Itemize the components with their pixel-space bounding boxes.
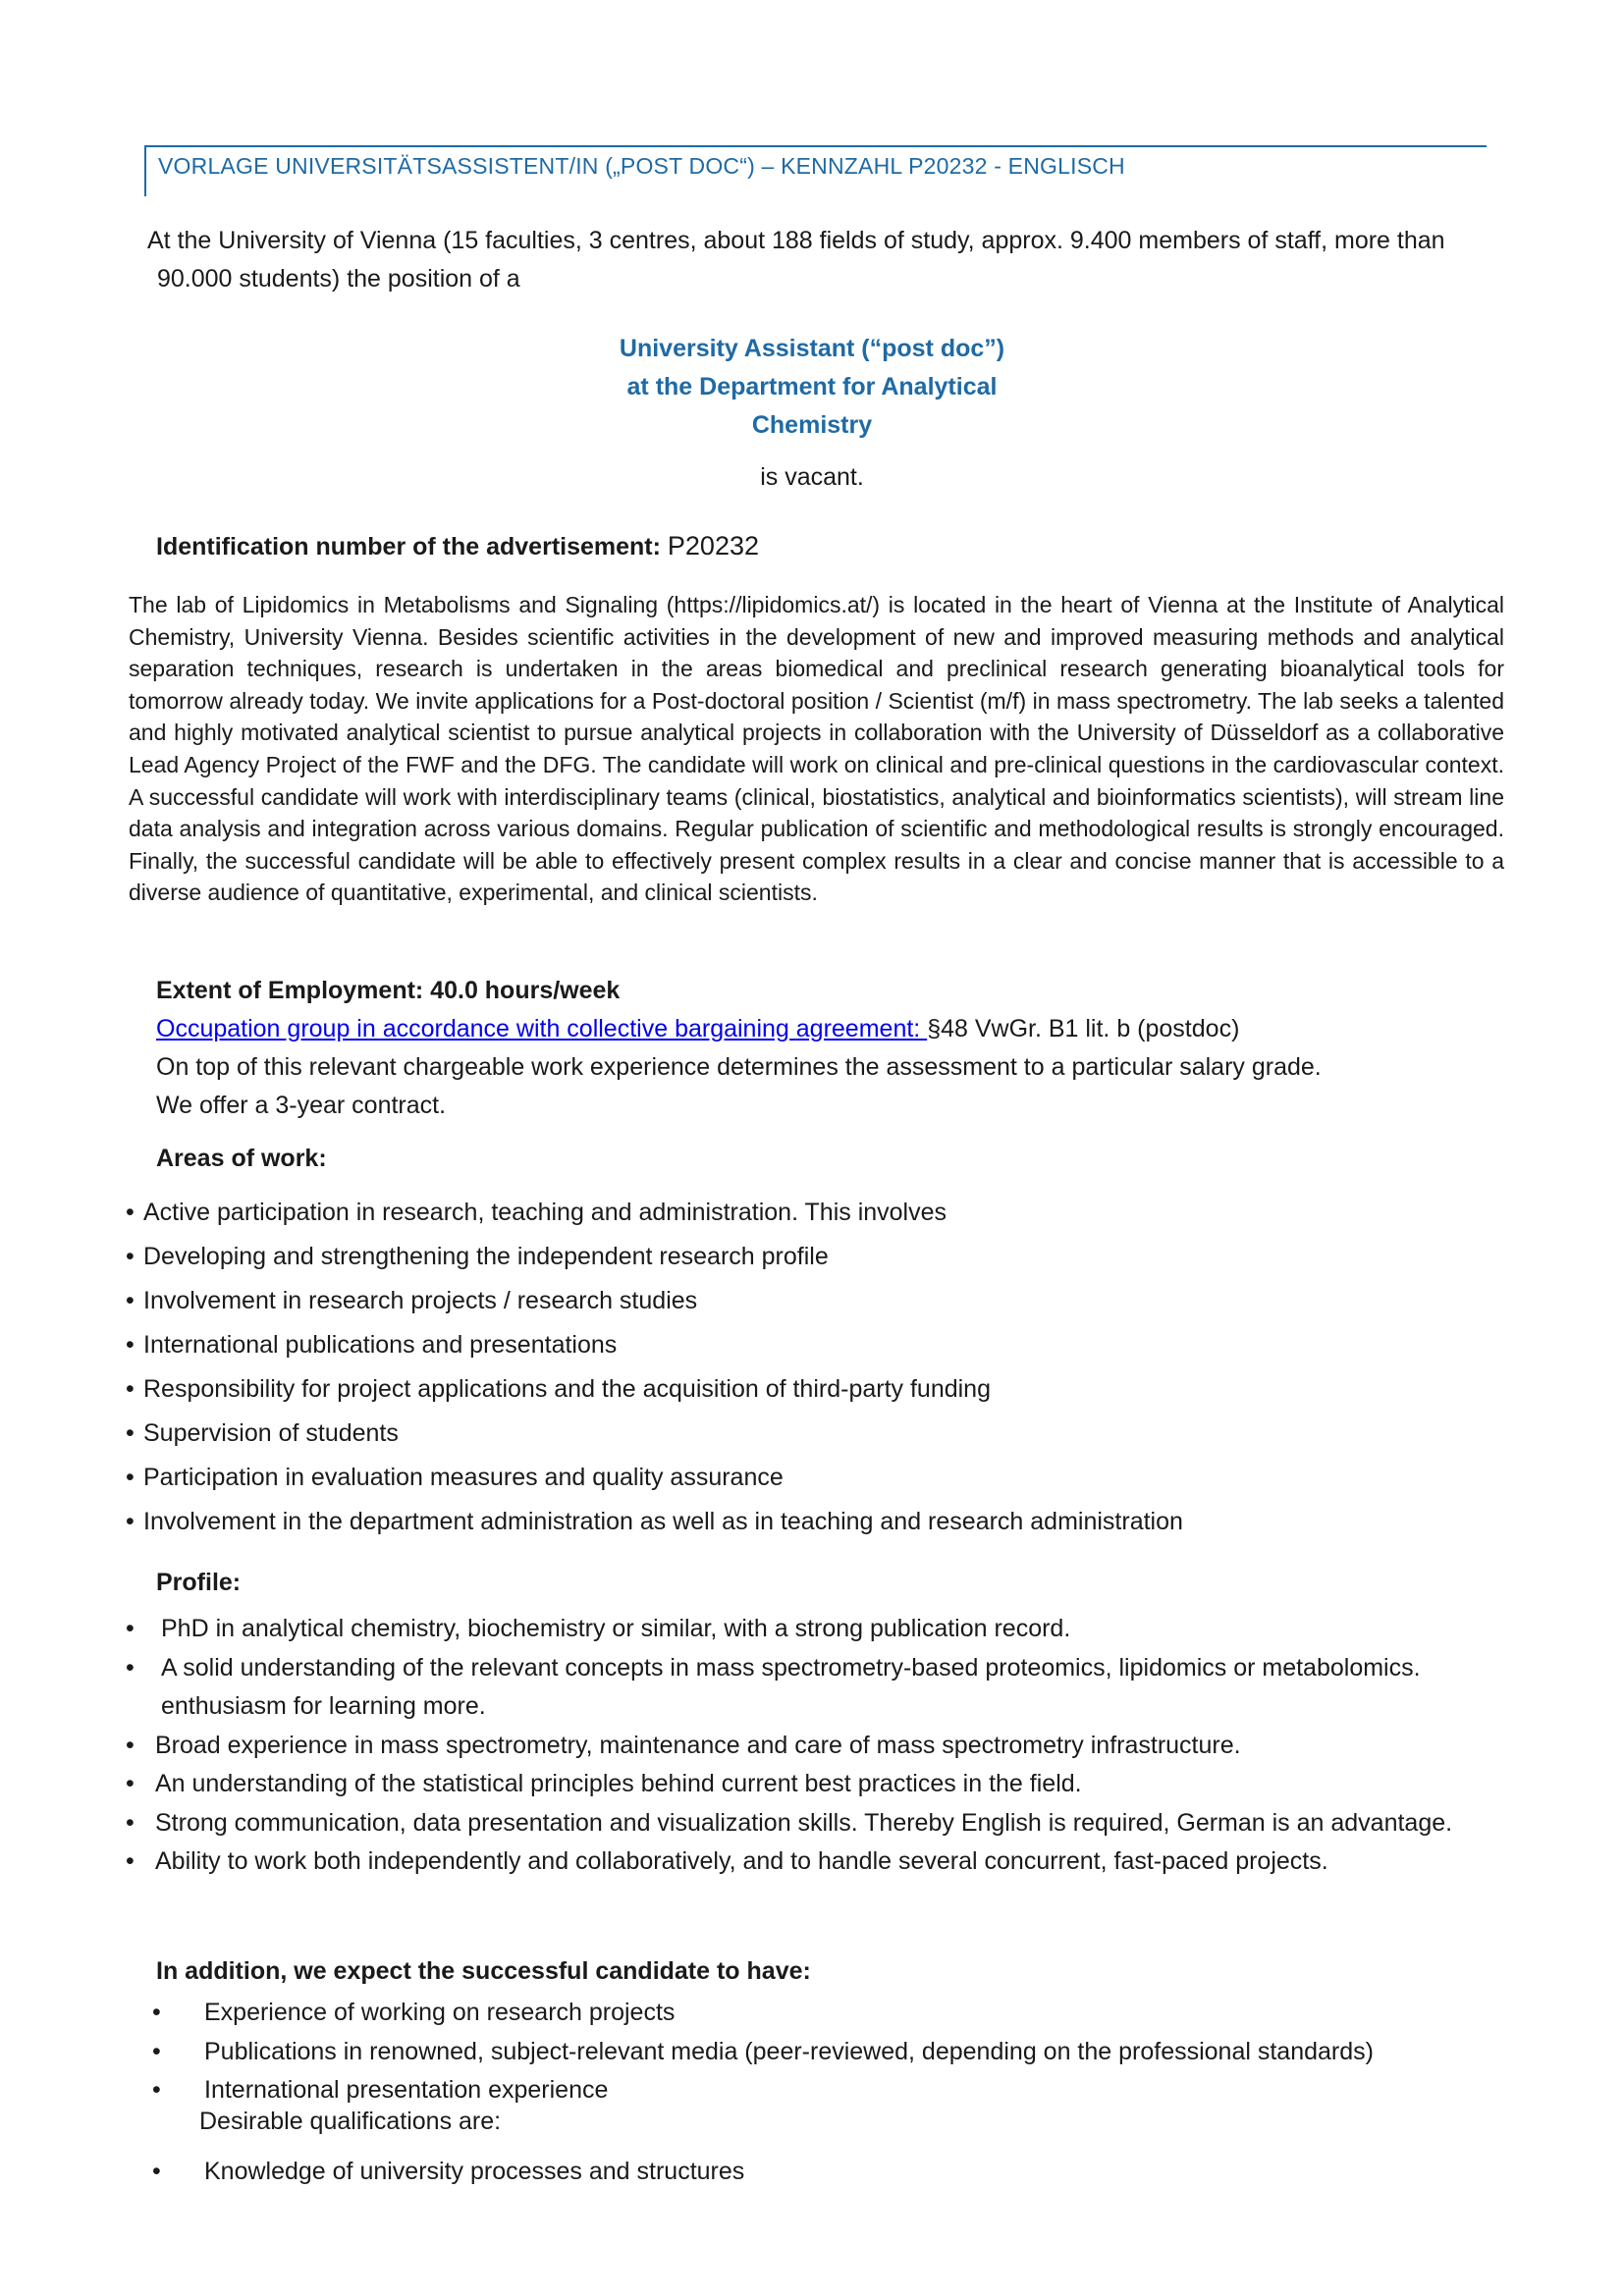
intro-line-1: At the University of Vienna (15 faculties, 3 centres, about 188 fields of study, approx. 9.400 members of staff, more than [147, 227, 1445, 254]
list-item: • A solid understanding of the relevant concepts in mass spectrometry-based proteomics, lipidomics or metabolomics. enthusiasm for learning more. [126, 1649, 1452, 1727]
desirable-list [152, 2153, 744, 2192]
identification-value: P20232 [667, 531, 759, 561]
bullet-icon: • [126, 1419, 135, 1447]
list-item: • Ability to work both independently and collaboratively, and to handle several concurrent, fast-paced projects. [126, 1842, 1452, 1882]
occupation-group-value: §48 VwGr. B1 lit. b (postdoc) [927, 1015, 1240, 1042]
list-item: • Participation in evaluation measures and quality assurance [126, 1459, 1183, 1503]
list-item: • An understanding of the statistical principles behind current best practices in the field. [126, 1765, 1452, 1804]
position-title-line-3: Chemistry [751, 411, 873, 439]
list-item: • Involvement in research projects / research studies [126, 1282, 1183, 1326]
position-title [0, 330, 1624, 445]
list-item: • Developing and strengthening the independent research profile [126, 1238, 1183, 1282]
identification-number [156, 531, 759, 561]
contract-note: We offer a 3-year contract. [156, 1092, 447, 1119]
lab-description: The lab of Lipidomics in Metabolisms and Signaling (https://lipidomics.at/) is located in the heart of Vienna at the Institute of Analytical Chemistry, University Vienna. Besides scientific activities in the development of new and improved measuring methods and analytical separation techniques, research is undertaken in the areas biomedical and preclinical research generating bioanalytical tools for tomorrow already today. We invite applications for a Post-doctoral position / Scientist (m/f) in mass spectrometry. The lab seeks a talented and highly motivated analytical scientist to pursue analytical projects in collaboration with the University of Düsseldorf as a collaborative Lead Agency Project of the FWF and the DFG. The candidate will work on clinical and pre-clinical questions in the cardiovascular context. A successful candidate will work with interdisciplinary teams (clinical, biostatistics, analytical and bioinformatics scientists), will stream line data analysis and integration across various domains. Regular publication of scientific and methodological results is strongly encouraged. Finally, the successful candidate will be able to effectively present complex results in a clear and concise manner that is accessible to a diverse audience of quantitative, experimental, and clinical scientists. [129, 592, 1504, 906]
areas-of-work-title: Areas of work: [156, 1145, 327, 1172]
vacant-text: is vacant. [760, 463, 864, 491]
list-item: • Involvement in the department administration as well as in teaching and research administration [126, 1503, 1183, 1547]
bullet-icon: • [126, 1847, 135, 1875]
bullet-icon: • [126, 1615, 135, 1642]
list-item: • Supervision of students [126, 1415, 1183, 1459]
bullet-icon: • [126, 1243, 135, 1270]
list-item: • Broad experience in mass spectrometry, maintenance and care of mass spectrometry infrastructure. [126, 1727, 1452, 1766]
bullet-icon: • [126, 1464, 135, 1491]
list-item: • Active participation in research, teaching and administration. This involves [126, 1194, 1183, 1238]
bullet-icon: • [152, 1999, 161, 2026]
list-item: • Strong communication, data presentation and visualization skills. Thereby English is required, German is an advantage. [126, 1804, 1452, 1843]
list-item: • Publications in renowned, subject-relevant media (peer-reviewed, depending on the professional standards) [152, 2033, 1374, 2072]
identification-label: Identification number of the advertisement: [156, 533, 661, 561]
bullet-icon: • [126, 1731, 135, 1759]
intro-paragraph [147, 222, 1502, 298]
bullet-icon: • [126, 1287, 135, 1314]
template-header [144, 145, 1487, 196]
position-title-line-2: at the Department for Analytical [626, 373, 998, 400]
bullet-icon: • [126, 1375, 135, 1403]
template-label: VORLAGE UNIVERSITÄTSASSISTENT/IN („POST DOC“) – KENNZAHL P20232 - ENGLISCH [158, 153, 1125, 179]
list-item: • Experience of working on research projects [152, 1994, 1374, 2033]
bullet-icon: • [152, 2076, 161, 2104]
list-item: • International publications and presentations [126, 1326, 1183, 1370]
list-item: • International presentation experience [152, 2071, 1374, 2110]
occupation-group-link[interactable]: Occupation group in accordance with collective bargaining agreement: [156, 1015, 928, 1042]
employment-section [156, 972, 1511, 1125]
list-item: • PhD in analytical chemistry, biochemistry or similar, with a strong publication record. [126, 1610, 1452, 1649]
salary-note: On top of this relevant chargeable work experience determines the assessment to a particular salary grade. [156, 1053, 1322, 1081]
expectations-title: In addition, we expect the successful candidate to have: [156, 1957, 811, 1985]
bullet-icon: • [126, 1770, 135, 1797]
bullet-icon: • [152, 2158, 161, 2185]
desirable-label: Desirable qualifications are: [199, 2108, 502, 2135]
expectations-list [152, 1994, 1374, 2110]
position-title-line-1: University Assistant (“post doc”) [619, 335, 1005, 362]
bullet-icon: • [126, 1199, 135, 1226]
profile-list [126, 1610, 1452, 1882]
list-item: • Knowledge of university processes and structures [152, 2153, 744, 2192]
occupation-group [156, 1010, 1511, 1048]
list-item: • Responsibility for project applications and the acquisition of third-party funding [126, 1370, 1183, 1415]
areas-of-work-list [126, 1194, 1183, 1547]
bullet-icon: • [126, 1653, 135, 1682]
bullet-icon: • [126, 1508, 135, 1535]
bullet-icon: • [126, 1808, 135, 1837]
employment-extent: Extent of Employment: 40.0 hours/week [156, 977, 621, 1004]
profile-title: Profile: [156, 1569, 242, 1596]
bullet-icon: • [152, 2037, 161, 2065]
intro-line-2: 90.000 students) the position of a [157, 265, 520, 293]
bullet-icon: • [126, 1331, 135, 1359]
profile-continuation: enthusiasm for learning more. [161, 1692, 486, 1720]
